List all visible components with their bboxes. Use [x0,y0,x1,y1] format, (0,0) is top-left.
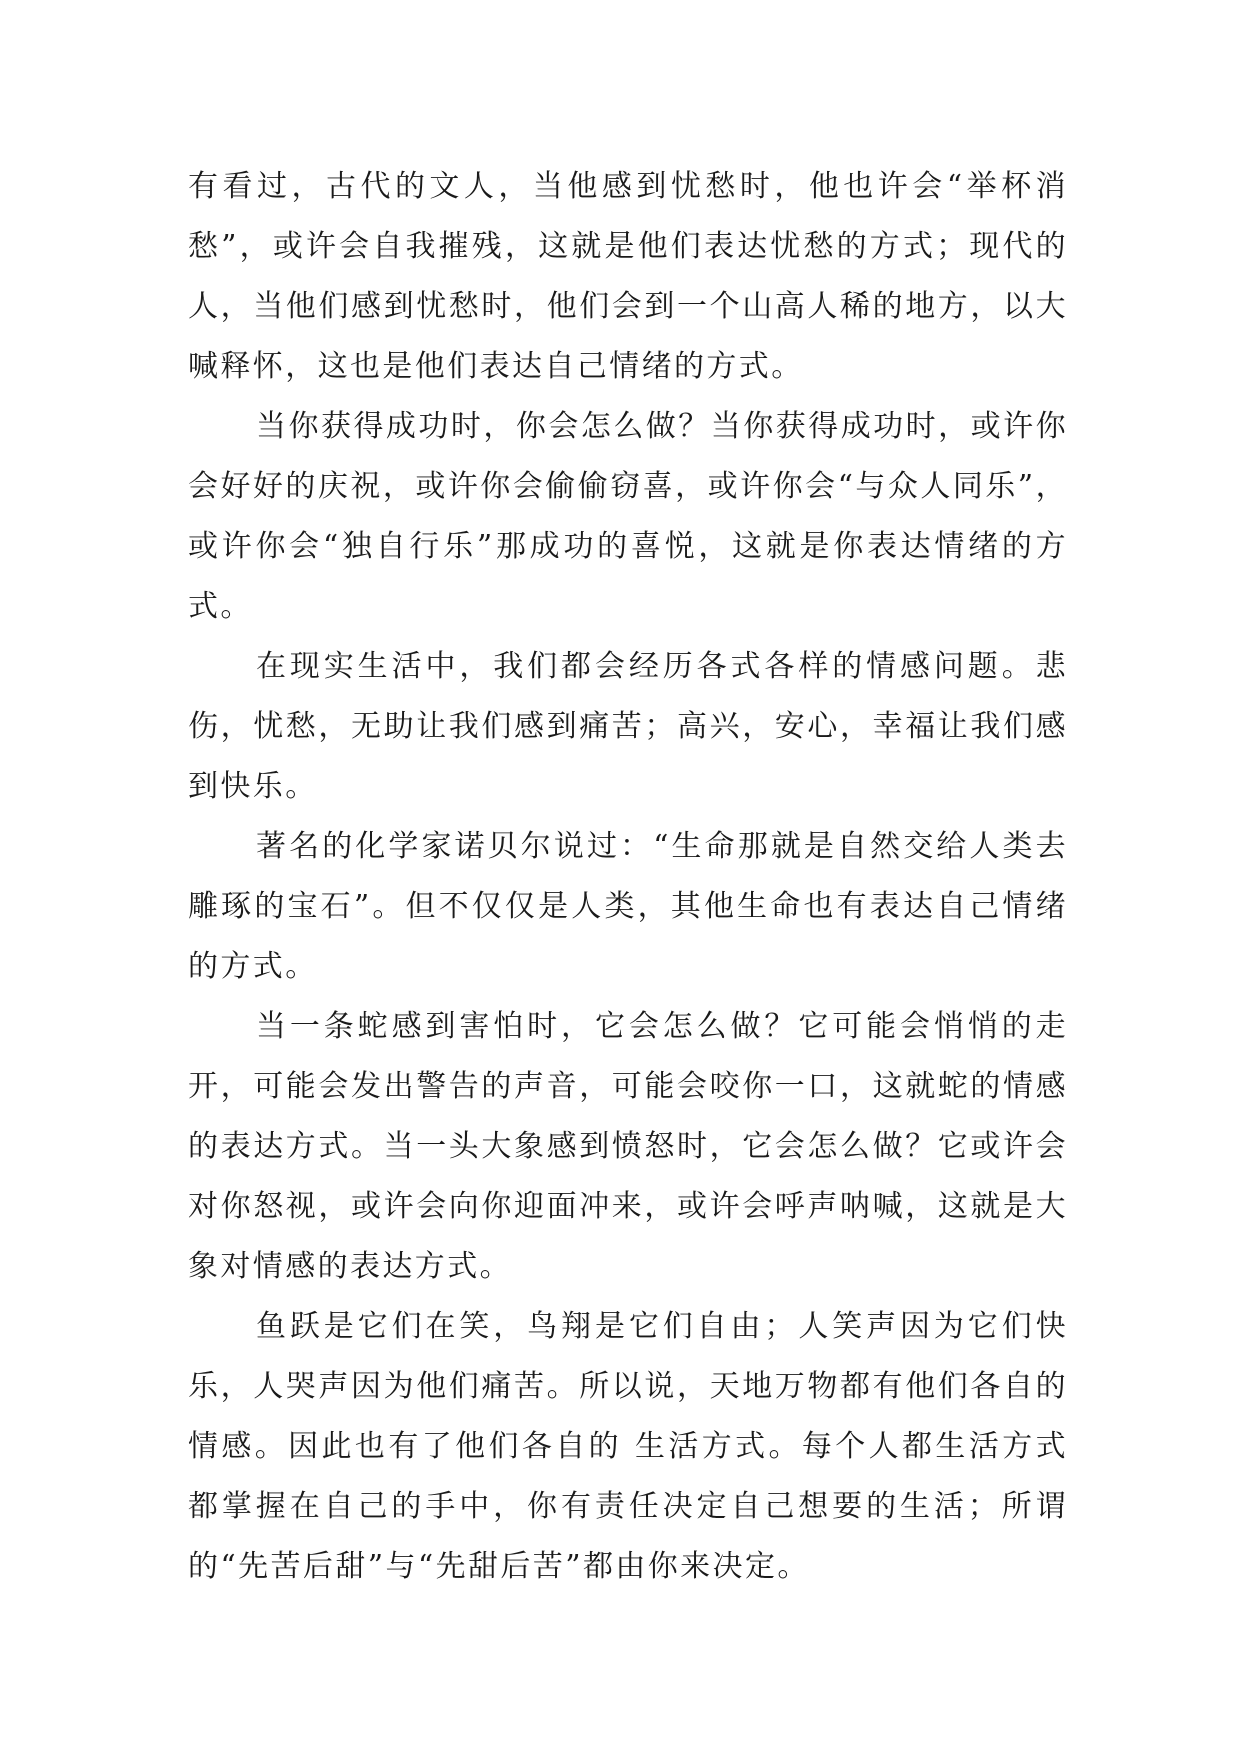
paragraph-5: 当一条蛇感到害怕时，它会怎么做？它可能会悄悄的走开，可能会发出警告的声音，可能会咬你一口，这就蛇的情感的表达方式。当一头大象感到愤怒时，它会怎么做？它或许会对你怒视，或许会向你迎面冲来，或许会呼声呐喊，这就是大象对情感的表达方式。 [188,1009,1068,1284]
paragraph-3: 在现实生活中，我们都会经历各式各样的情感问题。悲伤，忧愁，无助让我们感到痛苦；高兴，安心，幸福让我们感到快乐。 [188,649,1068,804]
paragraph-6: 鱼跃是它们在笑，鸟翔是它们自由；人笑声因为它们快乐，人哭声因为他们痛苦。所以说，天地万物都有他们各自的情感。因此也有了他们各自的 生活方式。每个人都生活方式都掌握在自己的手中，你有责任决定自己想要的生活；所谓的“先苦后甜”与“先甜后苦”都由你来决定。 [188,1309,1068,1584]
paragraph-4: 著名的化学家诺贝尔说过：“生命那就是自然交给人类去雕琢的宝石”。但不仅仅是人类，其他生命也有表达自己情绪的方式。 [188,829,1068,984]
paragraph-1: 有看过，古代的文人，当他感到忧愁时，他也许会“举杯消愁”，或许会自我摧残，这就是他们表达忧愁的方式；现代的人，当他们感到忧愁时，他们会到一个山高人稀的地方，以大喊释怀，这也是他们表达自己情绪的方式。 [188,169,1068,384]
body-text [188,157,1068,1597]
paragraph-2: 当你获得成功时，你会怎么做？当你获得成功时，或许你会好好的庆祝，或许你会偷偷窃喜，或许你会“与众人同乐”，或许你会“独自行乐”那成功的喜悦，这就是你表达情绪的方式。 [188,409,1068,624]
